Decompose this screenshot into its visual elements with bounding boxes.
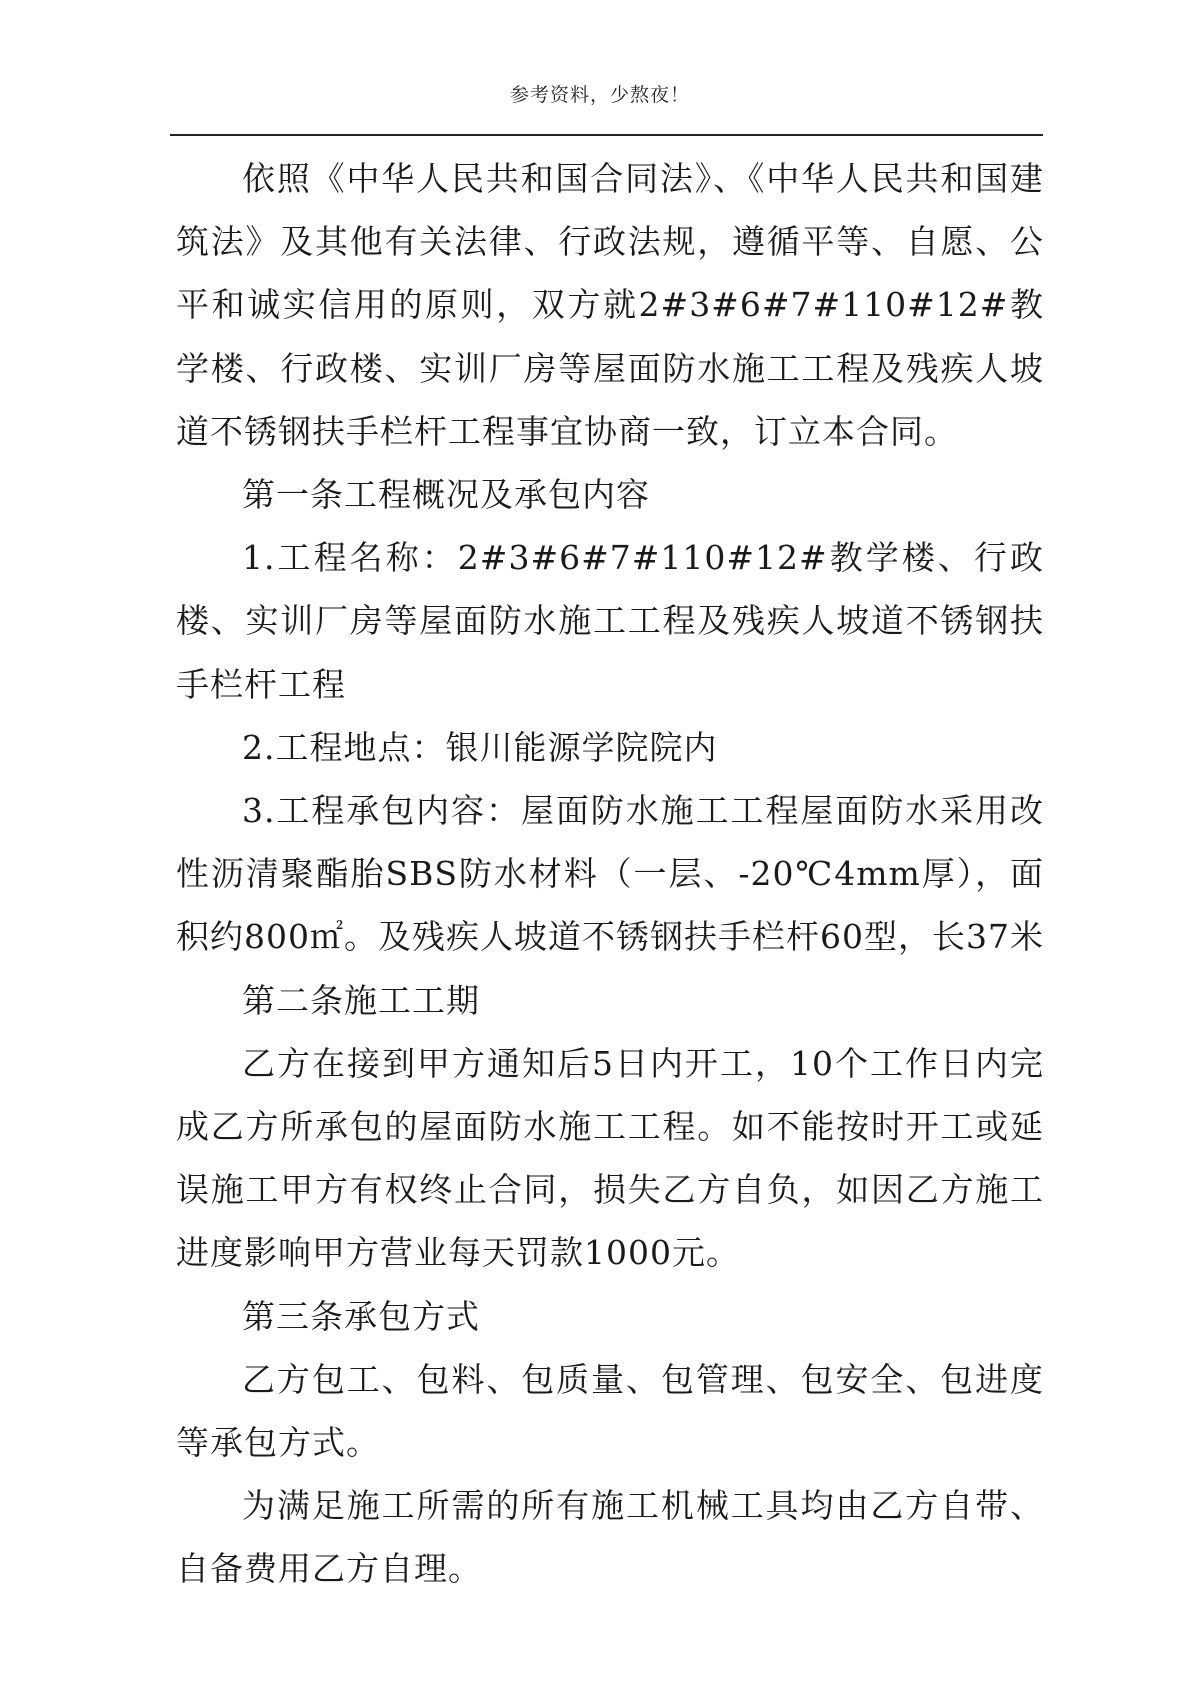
article-2-paragraph: 乙方在接到甲方通知后5日内开工，10个工作日内完成乙方所承包的屋面防水施工工程。如不能按时开工或延误施工甲方有权终止合同，损失乙方自负，如因乙方施工进度影响甲方营业每天罚款1000元。 <box>176 1043 1044 1273</box>
article-3-title: 第三条承包方式 <box>242 1296 480 1336</box>
page-header: 参考资料，少熬夜！ <box>509 84 690 106</box>
document-body <box>176 147 1044 1601</box>
article-1-item-1: 1.工程名称：2#3#6#7#110#12#教学楼、行政楼、实训厂房等屋面防水施工工程及残疾人坡道不锈钢扶手栏杆工程 <box>176 538 1044 704</box>
article-1-item-2: 2.工程地点：银川能源学院院内 <box>242 727 718 767</box>
article-1-item-3: 3.工程承包内容：屋面防水施工工程屋面防水采用改性沥清聚酯胎SBS防水材料（一层、-20℃4mm厚），面积约800㎡。及残疾人坡道不锈钢扶手栏杆60型，长37米 <box>176 791 1044 957</box>
article-3-paragraph-1: 乙方包工、包料、包质量、包管理、包安全、包进度等承包方式。 <box>176 1359 1044 1463</box>
article-3-paragraph-2: 为满足施工所需的所有施工机械工具均由乙方自带、自备费用乙方自理。 <box>176 1486 1044 1589</box>
article-1-title: 第一条工程概况及承包内容 <box>242 475 650 515</box>
article-2-title: 第二条施工工期 <box>242 980 480 1020</box>
header-divider <box>170 134 1043 136</box>
intro-paragraph: 依照《中华人民共和国合同法》、《中华人民共和国建筑法》及其他有关法律、行政法规，遵循平等、自愿、公平和诚实信用的原则，双方就2#3#6#7#110#12#教学楼、行政楼、实训厂房等屋面防水施工工程及残疾人坡道不锈钢扶手栏杆工程事宜协商一致，订立本合同。 <box>176 159 1044 451</box>
